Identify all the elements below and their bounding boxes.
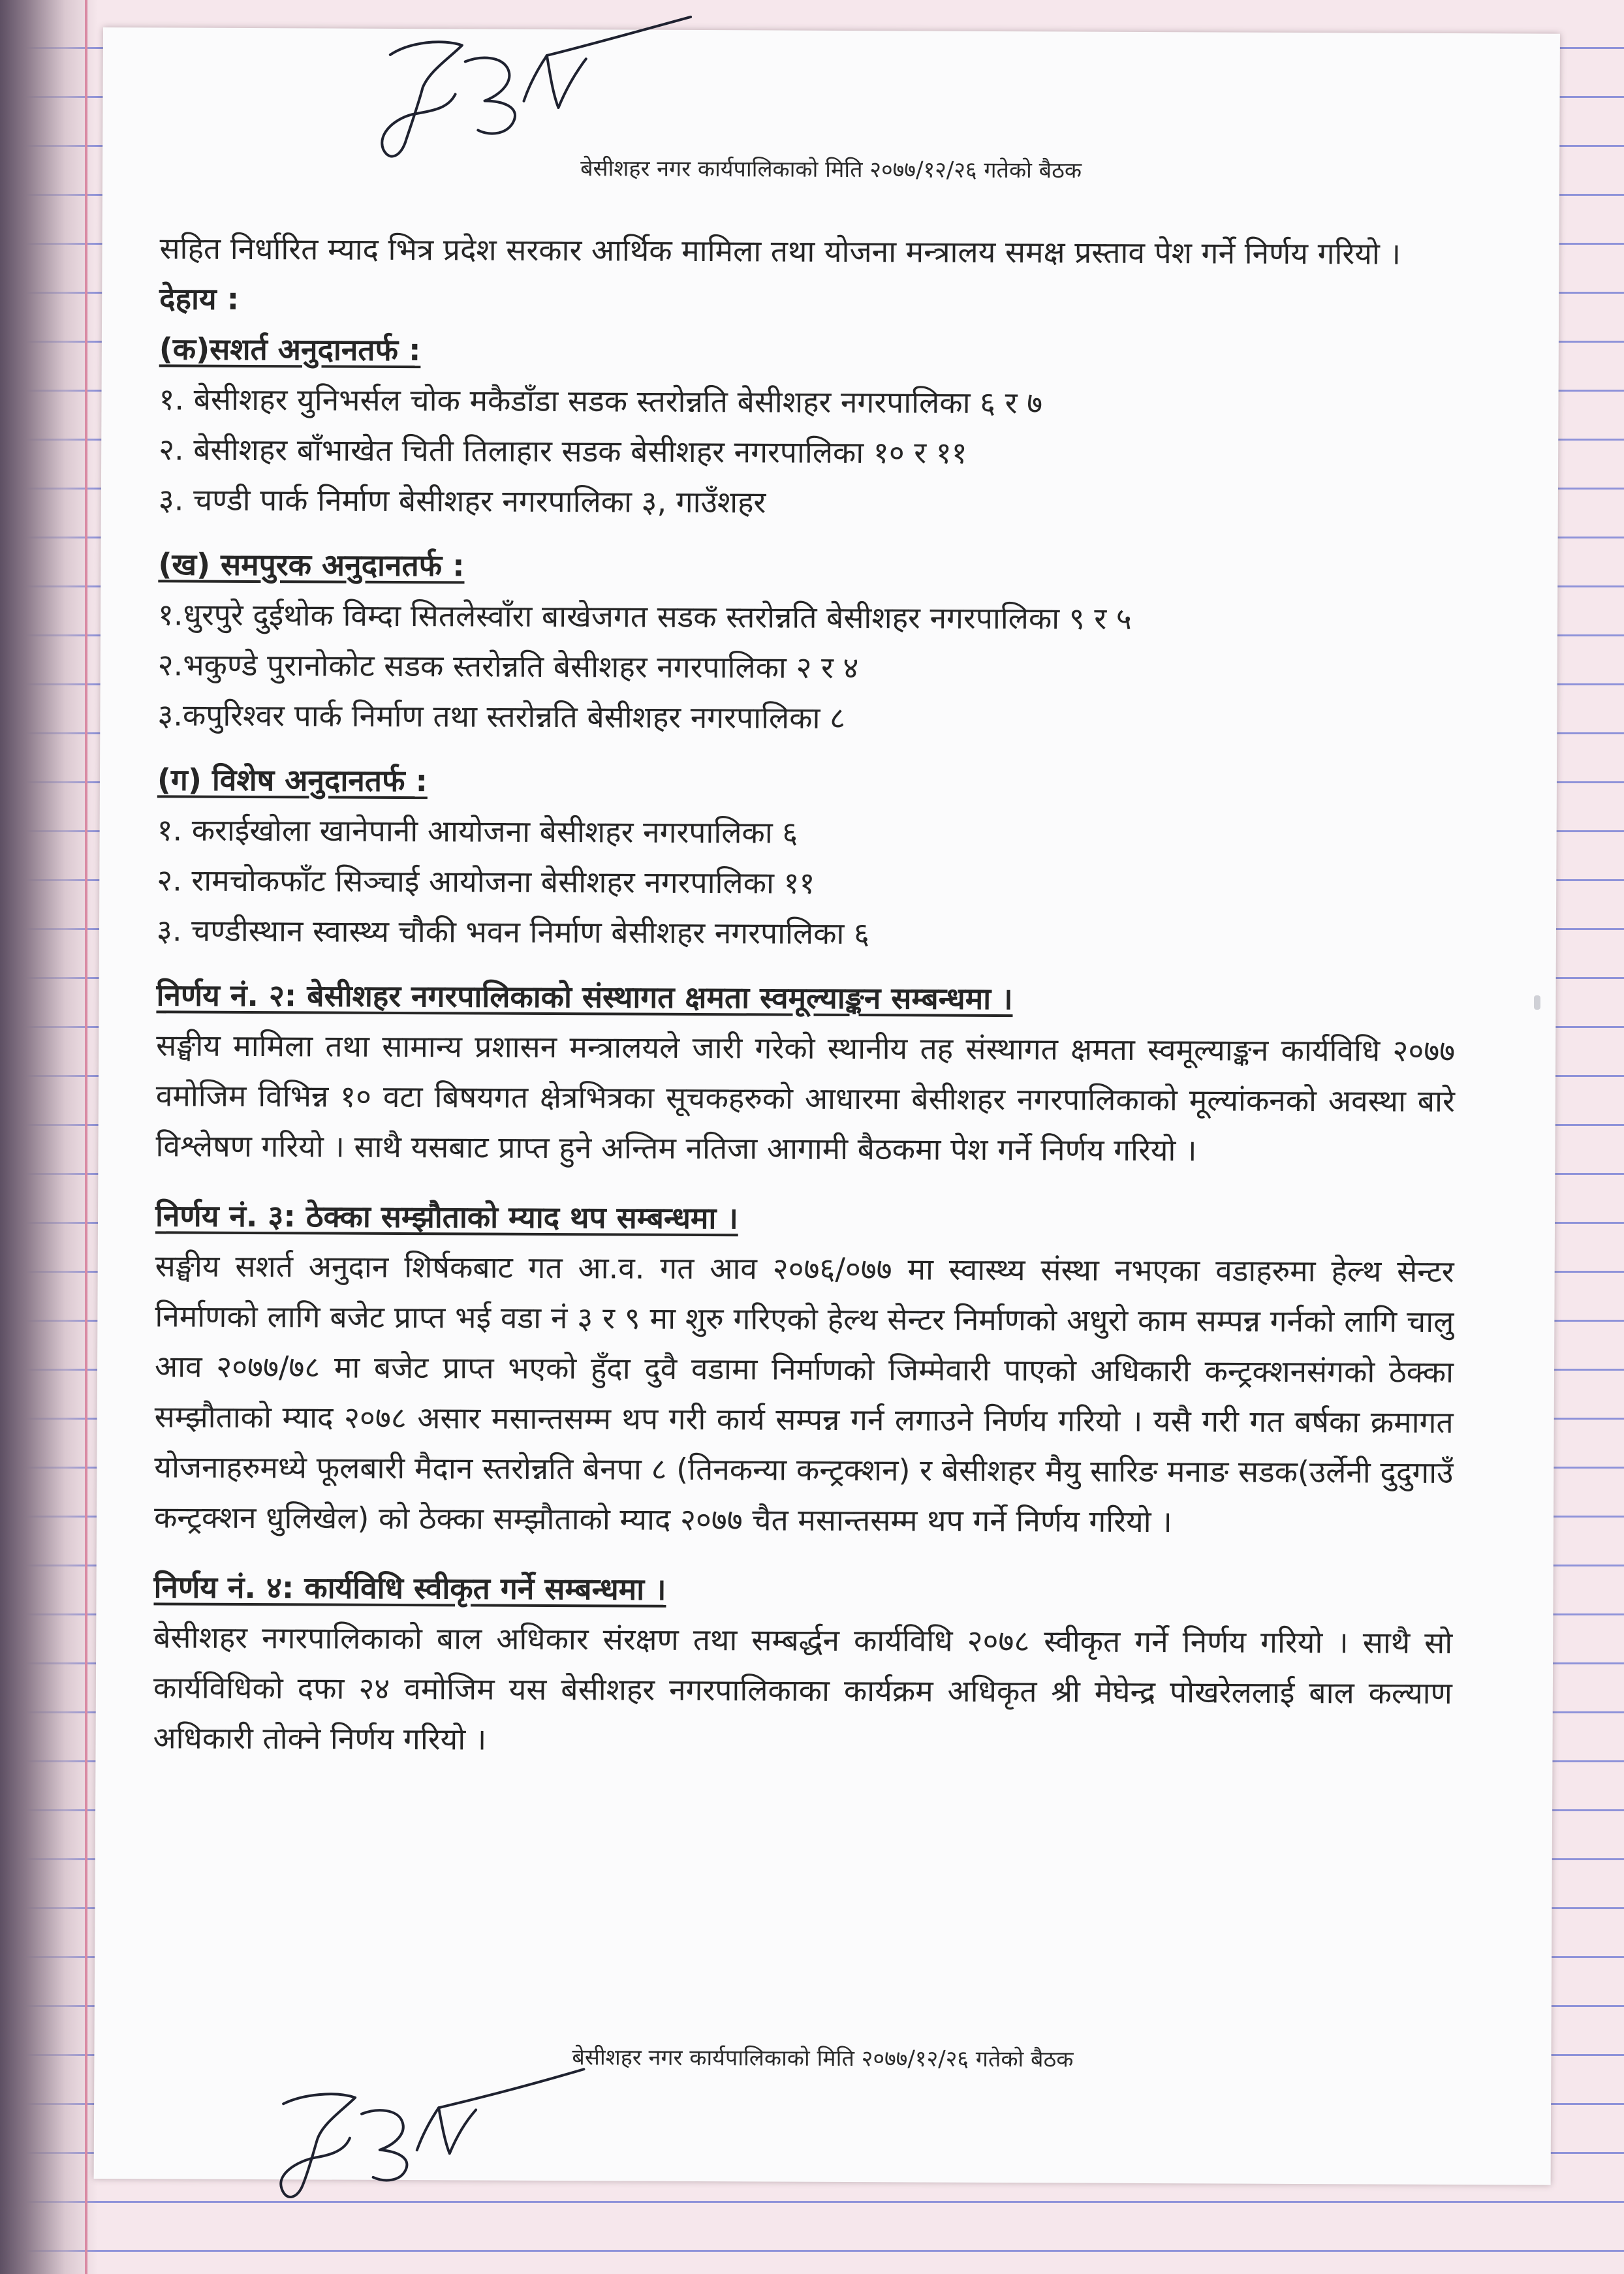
dehay-label: देहाय :	[159, 281, 240, 317]
decision-body: सङ्घीय मामिला तथा सामान्य प्रशासन मन्त्रालयले जारी गरेको स्थानीय तह संस्थागत क्षमता स्वमूल्याङ्कन कार्यविधि २०७७ वमोजिम विभिन्न १० वटा बिषयगत क्षेत्रभित्रका सूचकहरुको आधारमा बेसीशहर नगरपालिकाको मूल्यांकनको अवस्था बारे विश्लेषण गरियो । साथै यसबाट प्राप्त हुने अन्तिम नतिजा आगामी बैठकमा पेश गर्ने निर्णय गरियो ।	[155, 1027, 1456, 1168]
list-item: ३.कपुरिश्वर पार्क निर्माण तथा स्तरोन्नति बेसीशहर नगरपालिका ८	[157, 697, 846, 736]
margin-line	[85, 0, 87, 2274]
document-body	[153, 223, 1458, 1769]
document-footer: बेसीशहर नगर कार्यपालिकाको मिति २०७७/१२/२६ गतेको बैठक	[572, 2044, 1074, 2073]
section-heading: (ग) विशेष अनुदानतर्फ :	[157, 762, 428, 799]
decision-2	[155, 970, 1455, 1177]
decision-3	[154, 1191, 1454, 1548]
decision-body: सङ्घीय सशर्त अनुदान शिर्षकबाट गत आ.व. गत आव २०७६/०७७ मा स्वास्थ्य संस्था नभएका वडाहरुमा हेल्थ सेन्टर निर्माणको लागि बजेट प्राप्त भई वडा नं ३ र ९ मा शुरु गरिएको हेल्थ सेन्टर निर्माणको अधुरो काम सम्पन्न गर्नको लागि चालु आव २०७७/७८ मा बजेट प्राप्त भएको हुँदा दुवै वडामा निर्माणको जिम्मेवारी पाएको अधिकारी कन्ट्रक्शनसंगको ठेक्का सम्झौताको म्याद २०७८ असार मसान्तसम्म थप गरी कार्य सम्पन्न गर्न लगाउने निर्णय गरियो । यसै गरी गत बर्षका क्रमागत योजनाहरुमध्ये फूलबारी मैदान स्तरोन्नति बेनपा ८ (तिनकन्या कन्ट्रक्शन) र बेसीशहर मैयु सारिङ मनाङ सडक(उर्लेनी दुदुगाउँ कन्ट्रक्शन धुलिखेल) को ठेक्का सम्झौताको म्याद २०७७ चैत मसान्तसम्म थप गर्ने निर्णय गरियो ।	[153, 1248, 1454, 1540]
decision-heading: निर्णय नं. ४: कार्यविधि स्वीकृत गर्ने सम्बन्धमा ।	[153, 1569, 666, 1607]
grant-section-complementary	[157, 539, 1457, 746]
list-item: १. कराईखोला खानेपानी आयोजना बेसीशहर नगरपालिका ६	[157, 812, 798, 850]
decision-heading: निर्णय नं. २: बेसीशहर नगरपालिकाको संस्थागत क्षमता स्वमूल्याङ्कन सम्बन्धमा ।	[156, 977, 1013, 1017]
document-header: बेसीशहर नगर कार्यपालिकाको मिति २०७७/१२/२६ गतेको बैठक	[580, 155, 1082, 184]
list-item: २. रामचोकफाँट सिञ्चाई आयोजना बेसीशहर नगरपालिका ११	[157, 862, 815, 901]
decision-4	[153, 1562, 1452, 1769]
pasted-document-sheet	[94, 27, 1560, 2185]
decision-heading: निर्णय नं. ३: ठेक्का सम्झौताको म्याद थप सम्बन्धमा ।	[155, 1198, 738, 1236]
project-list	[157, 589, 1457, 746]
paper-speck	[1534, 995, 1540, 1010]
list-item: ३. चण्डीस्थान स्वास्थ्य चौकी भवन निर्माण बेसीशहर नगरपालिका ६	[156, 912, 870, 952]
grant-section-special	[157, 755, 1456, 961]
list-item: १. बेसीशहर युनिभर्सल चोक मकैडाँडा सडक स्तरोन्नति बेसीशहर नगरपालिका ६ र ७	[159, 381, 1043, 421]
list-item: २. बेसीशहर बाँभाखेत चिती तिलाहार सडक बेसीशहर नगरपालिका १० र ११	[159, 431, 967, 471]
list-item: ३. चण्डी पार्क निर्माण बेसीशहर नगरपालिका ३, गाउँशहर	[158, 482, 766, 520]
binding-shadow	[0, 0, 98, 2274]
section-heading: (ख) समपुरक अनुदानतर्फ :	[158, 546, 465, 584]
list-item: २.भकुण्डे पुरानोकोट सडक स्तरोन्नति बेसीशहर नगरपालिका २ र ४	[157, 647, 859, 686]
intro-paragraph: सहित निर्धारित म्याद भित्र प्रदेश सरकार आर्थिक मामिला तथा योजना मन्त्रालय समक्ष प्रस्ताव पेश गर्ने निर्णय गरियो ।	[159, 230, 1401, 272]
project-list	[157, 805, 1456, 961]
signature-bottom-icon	[257, 2058, 623, 2216]
grant-section-conditional	[159, 324, 1458, 531]
decision-body: बेसीशहर नगरपालिकाको बाल अधिकार संरक्षण तथा सम्बर्द्धन कार्यविधि २०७८ स्वीकृत गर्ने निर्णय गरियो । साथै सो कार्यविधिको दफा २४ वमोजिम यस बेसीशहर नगरपालिकाका कार्यक्रम अधिकृत श्री मेघेन्द्र पोखरेललाई बाल कल्याण अधिकारी तोक्ने निर्णय गरियो ।	[153, 1619, 1453, 1757]
project-list	[159, 374, 1458, 531]
section-heading: (क)सशर्त अनुदानतर्फ :	[159, 331, 421, 368]
list-item: १.धुरपुरे दुईथोक विम्दा सितलेस्वाँरा बाखेजगत सडक स्तरोन्नति बेसीशहर नगरपालिका ९ र ५	[157, 597, 1132, 636]
